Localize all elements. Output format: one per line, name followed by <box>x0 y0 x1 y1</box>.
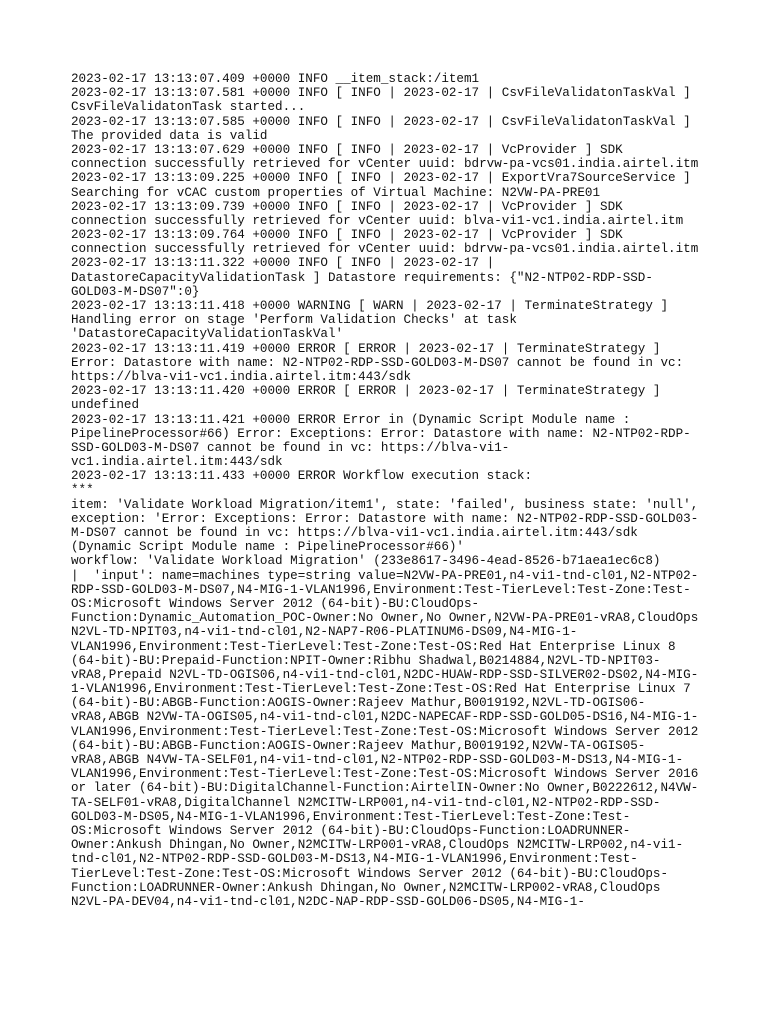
log-line: workflow: 'Validate Workload Migration' (233e8617-3496-4ead-8526-b71aea1ec6c8) <box>71 554 661 569</box>
log-line: The provided data is valid <box>71 128 268 143</box>
log-line: item: 'Validate Workload Migration/item1', state: 'failed', business state: 'null', <box>71 497 699 512</box>
log-line: N2VL-PA-DEV04,n4-vi1-tnd-cl01,N2DC-NAP-RDP-SSD-GOLD06-DS05,N4-MIG-1- <box>71 894 585 909</box>
log-line: PipelineProcessor#66) Error: Exceptions: Error: Datastore with name: N2-NTP02-RDP- <box>71 426 691 441</box>
log-line: (64-bit)-BU:ABGB-Function:AOGIS-Owner:Rajeev Mathur,B0019192,N2VW-TA-OGIS05- <box>71 738 646 753</box>
log-line: 2023-02-17 13:13:09.764 +0000 INFO [ INFO | 2023-02-17 | VcProvider ] SDK <box>71 228 623 243</box>
log-line: 2023-02-17 13:13:11.433 +0000 ERROR Workflow execution stack: <box>71 469 533 484</box>
log-line: | 'input': name=machines type=string value=N2VW-PA-PRE01,n4-vi1-tnd-cl01,N2-NTP02- <box>71 568 699 583</box>
log-line: vc1.india.airtel.itm:443/sdk <box>71 455 283 470</box>
log-line: GOLD03-M-DS05,N4-MIG-1-VLAN1996,Environment:Test-TierLevel:Test-Zone:Test- <box>71 809 631 824</box>
log-line: TierLevel:Test-Zone:Test-OS:Microsoft Windows Server 2012 (64-bit)-BU:CloudOps- <box>71 866 669 881</box>
log-line: exception: 'Error: Exceptions: Error: Datastore with name: N2-NTP02-RDP-SSD-GOLD03- <box>71 511 699 526</box>
log-document <box>71 72 711 909</box>
log-line: Owner:Ankush Dhingan,No Owner,N2MCITW-LRP001-vRA8,CloudOps N2MCITW-LRP002,n4-vi1- <box>71 838 684 853</box>
log-line: VLAN1996,Environment:Test-TierLevel:Test-Zone:Test-OS:Microsoft Windows Server 2012 <box>71 724 699 739</box>
log-line: 2023-02-17 13:13:11.420 +0000 ERROR [ ERROR | 2023-02-17 | TerminateStrategy ] <box>71 384 661 399</box>
log-line: Searching for vCAC custom properties of Virtual Machine: N2VW-PA-PRE01 <box>71 185 601 200</box>
log-line: CsvFileValidatonTask started... <box>71 100 306 115</box>
log-line: RDP-SSD-GOLD03-M-DS07,N4-MIG-1-VLAN1996,Environment:Test-TierLevel:Test-Zone:Test- <box>71 582 691 597</box>
log-line: DatastoreCapacityValidationTask ] Datastore requirements: {"N2-NTP02-RDP-SSD- <box>71 270 653 285</box>
log-line: Function:Dynamic_Automation_POC-Owner:No Owner,No Owner,N2VW-PA-PRE01-vRA8,CloudOps <box>71 611 699 626</box>
log-line: 1-VLAN1996,Environment:Test-TierLevel:Test-Zone:Test-OS:Red Hat Enterprise Linux 7 <box>71 682 691 697</box>
log-line: vRA8,Prepaid N2VL-TD-OGIS06,n4-vi1-tnd-cl01,N2DC-HUAW-RDP-SSD-SILVER02-DS02,N4-MIG- <box>71 667 699 682</box>
log-line: VLAN1996,Environment:Test-TierLevel:Test-Zone:Test-OS:Red Hat Enterprise Linux 8 <box>71 639 676 654</box>
log-line: vRA8,ABGB N2VW-TA-OGIS05,n4-vi1-tnd-cl01,N2DC-NAPECAF-RDP-SSD-GOLD05-DS16,N4-MIG-1- <box>71 710 699 725</box>
log-line: 'DatastoreCapacityValidationTaskVal' <box>71 327 344 342</box>
log-line: Handling error on stage 'Perform Validation Checks' at task <box>71 313 517 328</box>
log-line: Function:LOADRUNNER-Owner:Ankush Dhingan,No Owner,N2MCITW-LRP002-vRA8,CloudOps <box>71 880 661 895</box>
log-line: undefined <box>71 398 140 413</box>
log-line: 2023-02-17 13:13:07.581 +0000 INFO [ INFO | 2023-02-17 | CsvFileValidatonTaskVal ] <box>71 86 691 101</box>
log-line: *** <box>71 483 94 498</box>
log-line: 2023-02-17 13:13:11.421 +0000 ERROR Error in (Dynamic Script Module name : <box>71 412 631 427</box>
log-line: or later (64-bit)-BU:DigitalChannel-Function:AirtelIN-Owner:No Owner,B0222612,N4VW- <box>71 781 699 796</box>
log-line: connection successfully retrieved for vCenter uuid: bdrvw-pa-vcs01.india.airtel.itm <box>71 242 699 257</box>
log-line: TA-SELF01-vRA8,DigitalChannel N2MCITW-LRP001,n4-vi1-tnd-cl01,N2-NTP02-RDP-SSD- <box>71 795 661 810</box>
log-line: 2023-02-17 13:13:11.322 +0000 INFO [ INFO | 2023-02-17 | <box>71 256 495 271</box>
log-line: 2023-02-17 13:13:11.418 +0000 WARNING [ WARN | 2023-02-17 | TerminateStrategy ] <box>71 299 669 313</box>
log-line: connection successfully retrieved for vCenter uuid: blva-vi1-vc1.india.airtel.itm <box>71 213 684 228</box>
log-line: 2023-02-17 13:13:09.225 +0000 INFO [ INFO | 2023-02-17 | ExportVra7SourceService ] <box>71 171 691 186</box>
log-line: https://blva-vi1-vc1.india.airtel.itm:443/sdk <box>71 369 412 384</box>
log-line: 2023-02-17 13:13:09.739 +0000 INFO [ INFO | 2023-02-17 | VcProvider ] SDK <box>71 199 623 214</box>
log-line: 2023-02-17 13:13:11.419 +0000 ERROR [ ERROR | 2023-02-17 | TerminateStrategy ] <box>71 341 661 356</box>
log-line: GOLD03-M-DS07":0} <box>71 284 200 299</box>
log-line: 2023-02-17 13:13:07.629 +0000 INFO [ INFO | 2023-02-17 | VcProvider ] SDK <box>71 142 623 157</box>
log-line: OS:Microsoft Windows Server 2012 (64-bit)-BU:CloudOps-Function:LOADRUNNER- <box>71 823 631 838</box>
log-line: (64-bit)-BU:Prepaid-Function:NPIT-Owner:Ribhu Shadwal,B0214884,N2VL-TD-NPIT03- <box>71 653 661 668</box>
log-line: tnd-cl01,N2-NTP02-RDP-SSD-GOLD03-M-DS13,N4-MIG-1-VLAN1996,Environment:Test- <box>71 852 638 867</box>
log-line: OS:Microsoft Windows Server 2012 (64-bit)-BU:CloudOps- <box>71 596 480 611</box>
log-line: VLAN1996,Environment:Test-TierLevel:Test-Zone:Test-OS:Microsoft Windows Server 2016 <box>71 767 699 782</box>
log-line: 2023-02-17 13:13:07.585 +0000 INFO [ INFO | 2023-02-17 | CsvFileValidatonTaskVal ] <box>71 114 691 129</box>
log-line: Error: Datastore with name: N2-NTP02-RDP-SSD-GOLD03-M-DS07 cannot be found in vc: <box>71 355 684 370</box>
log-line: vRA8,ABGB N4VW-TA-SELF01,n4-vi1-tnd-cl01,N2-NTP02-RDP-SSD-GOLD03-M-DS13,N4-MIG-1- <box>71 753 684 767</box>
log-line: (64-bit)-BU:ABGB-Function:AOGIS-Owner:Rajeev Mathur,B0019192,N2VL-TD-OGIS06- <box>71 696 646 711</box>
log-line: 2023-02-17 13:13:07.409 +0000 INFO __item_stack:/item1 <box>71 72 480 86</box>
log-line: M-DS07 cannot be found in vc: https://blva-vi1-vc1.india.airtel.itm:443/sdk <box>71 526 638 540</box>
log-line: connection successfully retrieved for vCenter uuid: bdrvw-pa-vcs01.india.airtel.itm <box>71 157 699 172</box>
log-line: (Dynamic Script Module name : PipelineProcessor#66)' <box>71 540 464 555</box>
log-line: SSD-GOLD03-M-DS07 cannot be found in vc: https://blva-vi1- <box>71 440 510 455</box>
log-line: N2VL-TD-NPIT03,n4-vi1-tnd-cl01,N2-NAP7-R06-PLATINUM6-DS09,N4-MIG-1- <box>71 625 578 640</box>
